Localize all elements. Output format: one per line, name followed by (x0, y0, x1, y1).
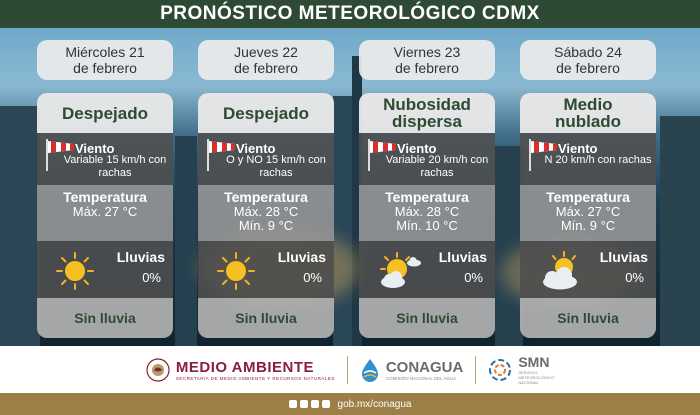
month-label: de febrero (556, 60, 620, 76)
date-box (520, 40, 656, 80)
smn-subtitle-3: NACIONAL (518, 380, 539, 385)
smn-title: SMN (518, 354, 550, 370)
rain-label: Lluvias (116, 249, 165, 265)
date-box (198, 40, 334, 80)
temp-max: Máx. 28 °C (233, 204, 299, 219)
date-box (359, 40, 495, 80)
wind-section (37, 133, 173, 185)
smn-swirl-icon (488, 358, 512, 382)
medio-ambiente-subtitle: SECRETARÍA DE MEDIO AMBIENTE Y RECURSOS NATURALES (175, 375, 335, 381)
temp-max: Máx. 27 °C (72, 204, 138, 219)
city-background (0, 28, 700, 346)
condition-box (359, 93, 495, 133)
conagua-title: CONAGUA (385, 358, 464, 376)
rain-section (359, 241, 495, 298)
condition-box (37, 93, 173, 133)
status-label: Sin lluvia (557, 310, 619, 326)
rain-percent: 0% (625, 270, 644, 285)
conagua-drop-icon (360, 358, 380, 382)
smn-logo (488, 354, 554, 385)
rain-percent: 0% (464, 270, 483, 285)
month-label: de febrero (73, 60, 137, 76)
page-title: PRONÓSTICO METEOROLÓGICO CDMX (160, 3, 540, 24)
wind-label: Viento (558, 141, 598, 156)
rain-section (520, 241, 656, 298)
forecast-panel (359, 93, 495, 338)
medio-ambiente-logo (146, 358, 335, 382)
cloud-sun-icon (538, 251, 584, 291)
temperature-section (198, 185, 334, 241)
temperature-label: Temperatura (63, 189, 147, 205)
conagua-logo (360, 358, 464, 382)
status-label: Sin lluvia (235, 310, 297, 326)
rain-status (359, 298, 495, 338)
month-label: de febrero (395, 60, 459, 76)
day-label: Viernes 23 (393, 44, 461, 60)
rain-status (198, 298, 334, 338)
smn-subtitle-1: SERVICIO (518, 370, 538, 375)
temp-min: Mín. 9 °C (238, 218, 294, 233)
wind-section (198, 133, 334, 185)
wind-text: Variable 15 km/h con rachas (63, 154, 167, 179)
temp-max: Máx. 28 °C (394, 204, 460, 219)
forecast-card-2 (198, 28, 334, 346)
wind-text: N 20 km/h con rachas (544, 154, 652, 166)
rain-percent: 0% (142, 270, 161, 285)
footer-divider (475, 356, 476, 384)
temp-min: Mín. 10 °C (396, 218, 458, 233)
rain-section (37, 241, 173, 298)
mexico-seal-icon (146, 358, 170, 382)
condition-box (198, 93, 334, 133)
condition-label-line2: dispersa (392, 112, 462, 131)
temperature-label: Temperatura (546, 189, 630, 205)
footer-divider (347, 356, 348, 384)
temperature-section (37, 185, 173, 241)
temperature-section (520, 185, 656, 241)
rain-label: Lluvias (599, 249, 648, 265)
conagua-link[interactable]: gob.mx/conagua (337, 398, 412, 410)
temp-min: Mín. 9 °C (560, 218, 616, 233)
status-label: Sin lluvia (396, 310, 458, 326)
facebook-icon[interactable] (289, 400, 297, 408)
wind-text: O y NO 15 km/h con rachas (226, 154, 326, 179)
rain-section (198, 241, 334, 298)
wind-label: Viento (236, 141, 276, 156)
temperature-label: Temperatura (385, 189, 469, 205)
condition-label-line2: nublado (554, 112, 622, 131)
wind-text: Variable 20 km/h con rachas (385, 154, 489, 179)
institution-footer (0, 346, 700, 393)
temperature-section (359, 185, 495, 241)
instagram-icon[interactable] (311, 400, 319, 408)
condition-label: Despejado (62, 103, 148, 123)
rain-percent: 0% (303, 270, 322, 285)
rain-label: Lluvias (277, 249, 326, 265)
wind-section (359, 133, 495, 185)
condition-label: Nubosidad (383, 95, 471, 114)
title-bar (0, 0, 700, 28)
conagua-subtitle: COMISIÓN NACIONAL DEL AGUA (385, 375, 457, 381)
wind-label: Viento (75, 141, 115, 156)
condition-label: Despejado (223, 103, 309, 123)
forecast-card-3 (359, 28, 495, 346)
temp-max: Máx. 27 °C (555, 204, 621, 219)
youtube-icon[interactable] (322, 400, 330, 408)
wind-section (520, 133, 656, 185)
status-label: Sin lluvia (74, 310, 136, 326)
x-icon[interactable] (300, 400, 308, 408)
temperature-label: Temperatura (224, 189, 308, 205)
forecast-panel (520, 93, 656, 338)
forecast-card-4 (520, 28, 656, 346)
date-box (37, 40, 173, 80)
day-label: Sábado 24 (554, 44, 622, 60)
rain-status (520, 298, 656, 338)
condition-box (520, 93, 656, 133)
rain-label: Lluvias (438, 249, 487, 265)
forecast-card-1 (37, 28, 173, 346)
social-icons (289, 400, 330, 408)
condition-label: Medio (563, 95, 613, 114)
sun-icon (216, 251, 256, 291)
social-bar (0, 393, 700, 415)
day-label: Jueves 22 (234, 44, 298, 60)
forecast-panel (37, 93, 173, 338)
smn-subtitle-2: METEOROLÓGICO (518, 375, 555, 380)
rain-status (37, 298, 173, 338)
sun-cloud-icon (377, 251, 423, 291)
month-label: de febrero (234, 60, 298, 76)
medio-ambiente-title: MEDIO AMBIENTE (175, 358, 314, 376)
forecast-panel (198, 93, 334, 338)
wind-label: Viento (397, 141, 437, 156)
day-label: Miércoles 21 (65, 44, 145, 60)
sun-icon (55, 251, 95, 291)
